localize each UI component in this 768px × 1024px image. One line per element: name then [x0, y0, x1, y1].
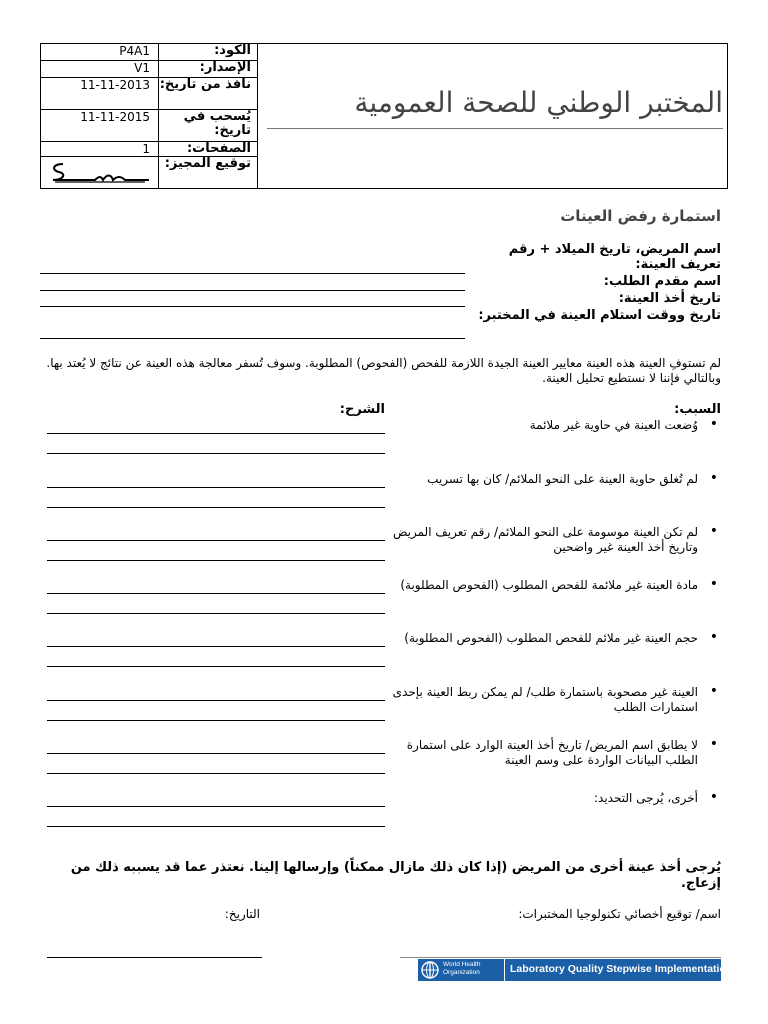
- effective-date-label: نافذ من تاريخ:: [159, 77, 251, 92]
- explanation-line[interactable]: [47, 753, 385, 754]
- lqsi-tool-name: Laboratory Quality Stepwise Implementation tool: [510, 963, 755, 975]
- reason-item-leaking[interactable]: • لم تُغلق حاوية العينة على النحو الملائم/ كان بها تسريب: [378, 472, 698, 487]
- field-requester-label: اسم مقدم الطلب:: [603, 274, 721, 289]
- lab-title: المختبر الوطني للصحة العمومية: [354, 86, 723, 119]
- reason-item-no-request-form[interactable]: • العينة غير مصحوبة باستمارة طلب/ لم يمكن ربط العينة بإحدى استمارات الطلب: [378, 685, 698, 715]
- who-emblem-icon: [420, 960, 440, 980]
- explanation-line[interactable]: [47, 487, 385, 488]
- explanation-line[interactable]: [47, 826, 385, 827]
- approver-signature-label: توقيع المجيز:: [164, 156, 251, 171]
- who-footer-banner: [418, 959, 755, 981]
- signature-image: [45, 158, 153, 188]
- explanation-line[interactable]: [47, 613, 385, 614]
- header-row-version: [41, 61, 257, 78]
- date-line[interactable]: [47, 957, 262, 958]
- header-row-withdrawn: [41, 110, 257, 142]
- field-patient-line[interactable]: [40, 273, 465, 274]
- explanation-line[interactable]: [47, 560, 385, 561]
- explanation-line[interactable]: [47, 666, 385, 667]
- reason-label: السبب:: [674, 402, 721, 417]
- explanation-line[interactable]: [47, 773, 385, 774]
- code-label: الكود:: [214, 43, 251, 58]
- effective-date-value: 11-11-2013: [41, 78, 159, 109]
- date-label: التاريخ:: [224, 907, 260, 921]
- technologist-signature-label: اسم/ توقيع أخصائي تكنولوجيا المختبرات:: [518, 907, 721, 921]
- field-collection-date-label: تاريخ أخذ العينة:: [618, 291, 721, 306]
- who-org-name: World Health Organization: [443, 961, 481, 976]
- explanation-line[interactable]: [47, 433, 385, 434]
- header-divider: [257, 44, 258, 188]
- approver-signature: [41, 157, 159, 188]
- reason-item-container[interactable]: • وُضعت العينة في حاوية غير ملائمة: [378, 418, 698, 433]
- header-row-effective: [41, 78, 257, 110]
- explanation-line[interactable]: [47, 593, 385, 594]
- explanation-line[interactable]: [47, 540, 385, 541]
- field-requester-line[interactable]: [40, 290, 465, 291]
- header-row-pages: [41, 142, 257, 157]
- explanation-label: الشرح:: [339, 402, 385, 417]
- reason-item-material[interactable]: • مادة العينة غير ملائمة للفحص المطلوب (الفحوص المطلوبة): [378, 578, 698, 593]
- reason-item-volume[interactable]: • حجم العينة غير ملائم للفحص المطلوب (الفحوص المطلوبة): [378, 631, 698, 646]
- explanation-line[interactable]: [47, 507, 385, 508]
- reason-item-mismatch[interactable]: • لا يطابق اسم المريض/ تاريخ أخذ العينة الوارد على استمارة الطلب البيانات الواردة على وسم العينة: [378, 738, 698, 768]
- rejection-notice: لم تستوفِ العينة هذه العينة معايير العينة الجيدة اللازمة للفحص (الفحوص) المطلوبة. وسوف تُسفر معالجة هذه العينة عن نتائج لا يُعتد بها. وبالتالي فإننا لا نستطيع تحليل العينة.: [46, 356, 721, 385]
- recollection-request: يُرجى أخذ عينة أخرى من المريض (إذا كان ذلك مازال ممكناً) وإرسالها إلينا. نعتذر عما قد يسببه ذلك من إزعاج.: [70, 860, 721, 891]
- code-value: P4A1: [41, 44, 159, 60]
- pages-label: الصفحات:: [186, 141, 251, 156]
- field-patient-label: اسم المريض، تاريخ الميلاد + رقم تعريف العينة:: [508, 242, 721, 272]
- signature-line[interactable]: [400, 957, 721, 958]
- pages-value: 1: [41, 142, 159, 156]
- field-collection-date-line[interactable]: [40, 306, 465, 307]
- explanation-line[interactable]: [47, 700, 385, 701]
- header-row-signature: [41, 157, 257, 189]
- header-row-code: [41, 44, 257, 61]
- version-value: V1: [41, 61, 159, 77]
- explanation-line[interactable]: [47, 646, 385, 647]
- version-label: الإصدار:: [199, 60, 251, 75]
- withdrawn-date-value: 11-11-2015: [41, 110, 159, 141]
- lab-title-underline: [267, 128, 723, 129]
- field-received-line[interactable]: [40, 338, 465, 339]
- reason-item-other[interactable]: • أخرى، يُرجى التحديد:: [378, 791, 698, 806]
- form-title: استمارة رفض العينات: [560, 207, 721, 225]
- field-received-label: تاريخ ووقت استلام العينة في المختبر:: [478, 308, 721, 323]
- explanation-line[interactable]: [47, 453, 385, 454]
- banner-divider: [504, 959, 505, 981]
- withdrawn-date-label: يُسحب في تاريخ:: [183, 109, 251, 138]
- explanation-line[interactable]: [47, 806, 385, 807]
- reason-item-labeling[interactable]: • لم تكن العينة موسومة على النحو الملائم/ رقم تعريف المريض وتاريخ أخذ العينة غير واضحين: [378, 525, 698, 555]
- document-header: [40, 43, 728, 189]
- explanation-line[interactable]: [47, 720, 385, 721]
